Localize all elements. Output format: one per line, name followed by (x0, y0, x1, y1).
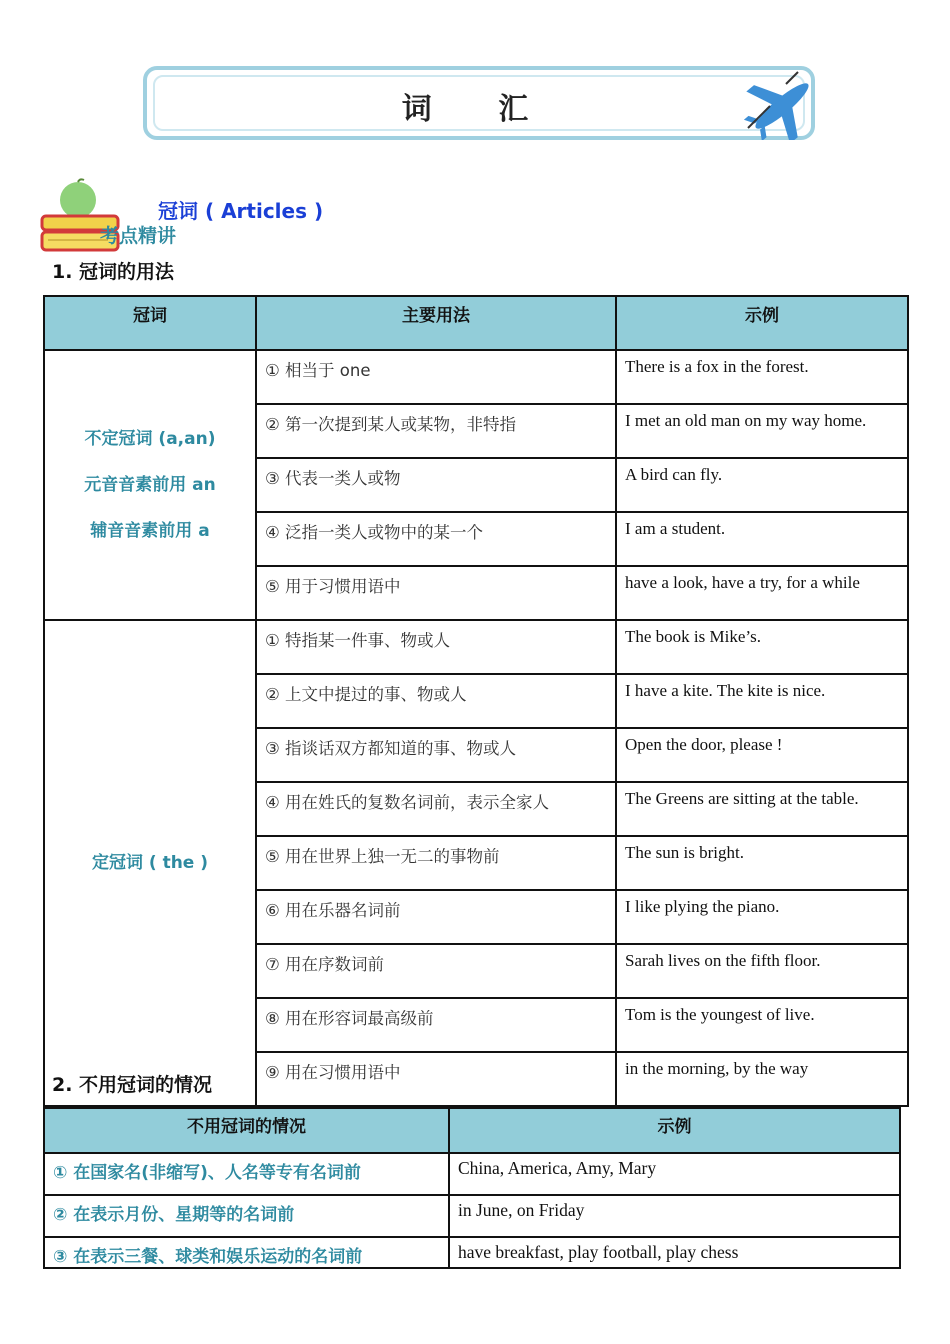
table-row (44, 620, 908, 674)
case-cell: ② 在表示月份、星期等的名词前 (44, 1195, 449, 1237)
category-line: 辅音音素前用 a (90, 521, 210, 541)
example-cell: The sun is bright. (616, 836, 908, 890)
airplane-icon (742, 70, 820, 140)
example-cell: Tom is the youngest of live. (616, 998, 908, 1052)
example-cell: in June, on Friday (449, 1195, 900, 1237)
example-cell: have a look, have a try, for a while (616, 566, 908, 620)
usage-cell: ⑤ 用在世界上独一无二的事物前 (256, 836, 616, 890)
usage-cell: ④ 泛指一类人或物中的某一个 (256, 512, 616, 566)
case-cell: ③ 在表示三餐、球类和娱乐运动的名词前 (44, 1237, 449, 1268)
usage-cell: ⑦ 用在序数词前 (256, 944, 616, 998)
example-cell: have breakfast, play football, play chess (449, 1237, 900, 1268)
example-cell: in the morning, by the way (616, 1052, 908, 1106)
usage-cell: ⑥ 用在乐器名词前 (256, 890, 616, 944)
case-cell: ① 在国家名(非缩写)、人名等专有名词前 (44, 1153, 449, 1195)
column-header: 不用冠词的情况 (44, 1108, 449, 1153)
example-cell: A bird can fly. (616, 458, 908, 512)
table2-heading: 2. 不用冠词的情况 (52, 1074, 213, 1096)
usage-cell: ⑤ 用于习惯用语中 (256, 566, 616, 620)
usage-cell: ④ 用在姓氏的复数名词前，表示全家人 (256, 782, 616, 836)
usage-cell: ① 特指某一件事、物或人 (256, 620, 616, 674)
section-subtitle: 考点精讲 (100, 225, 177, 247)
example-cell: I have a kite. The kite is nice. (616, 674, 908, 728)
section-title: 冠词 ( Articles ) (158, 199, 324, 223)
table-row (44, 1195, 900, 1237)
usage-cell: ② 第一次提到某人或某物，非特指 (256, 404, 616, 458)
example-cell: China, America, Amy, Mary (449, 1153, 900, 1195)
example-cell: I am a student. (616, 512, 908, 566)
category-cell-definite (44, 620, 256, 1106)
column-header: 示例 (616, 296, 908, 350)
category-line: 定冠词 ( the ) (91, 853, 209, 873)
category-line: 元音音素前用 an (84, 475, 216, 495)
table-row (44, 350, 908, 404)
table-header-row (44, 296, 908, 350)
category-line: 不定冠词 (a,an) (84, 429, 216, 449)
table-header-row (44, 1108, 900, 1153)
column-header: 冠词 (44, 296, 256, 350)
example-cell: Open the door, please ! (616, 728, 908, 782)
category-cell-indefinite (44, 350, 256, 620)
example-cell: The book is Mike’s. (616, 620, 908, 674)
example-cell: Sarah lives on the fifth floor. (616, 944, 908, 998)
table-row (44, 1153, 900, 1195)
example-cell: I like plying the piano. (616, 890, 908, 944)
title-banner (143, 66, 815, 140)
page-title: 词 汇 (401, 92, 557, 127)
table-row (44, 1237, 900, 1268)
example-cell: There is a fox in the forest. (616, 350, 908, 404)
usage-cell: ③ 指谈话双方都知道的事、物或人 (256, 728, 616, 782)
no-article-table (43, 1107, 901, 1269)
usage-cell: ⑨ 用在习惯用语中 (256, 1052, 616, 1106)
column-header: 主要用法 (256, 296, 616, 350)
column-header: 示例 (449, 1108, 900, 1153)
usage-cell: ⑧ 用在形容词最高级前 (256, 998, 616, 1052)
usage-cell: ③ 代表一类人或物 (256, 458, 616, 512)
example-cell: The Greens are sitting at the table. (616, 782, 908, 836)
example-cell: I met an old man on my way home. (616, 404, 908, 458)
usage-cell: ② 上文中提过的事、物或人 (256, 674, 616, 728)
table1-heading: 1. 冠词的用法 (52, 261, 175, 283)
articles-usage-table (43, 295, 909, 1107)
usage-cell: ① 相当于 one (256, 350, 616, 404)
